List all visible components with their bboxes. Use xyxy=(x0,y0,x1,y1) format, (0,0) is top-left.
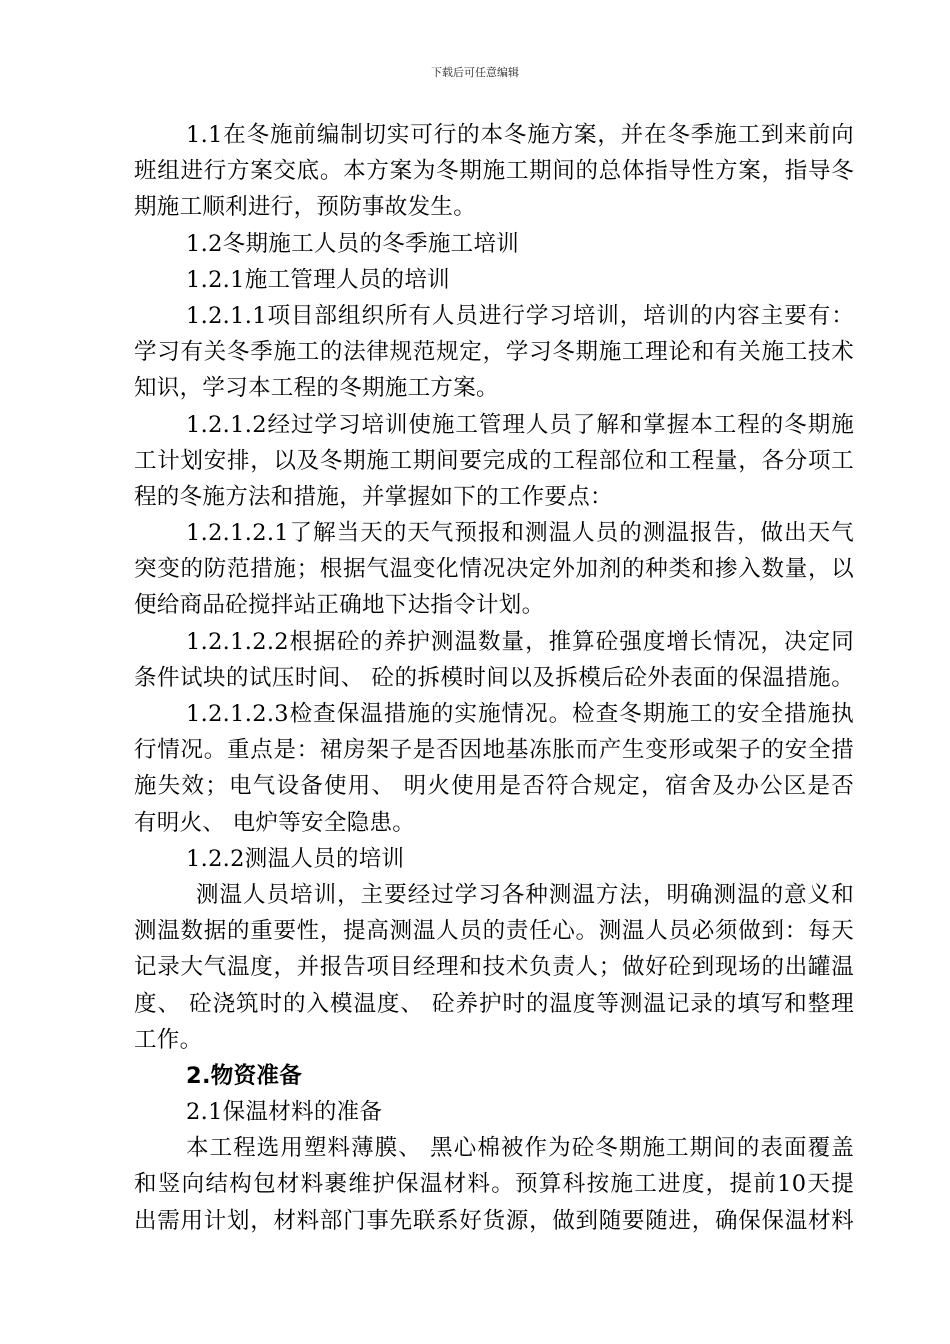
para-1-2-2-line-5: 工作。 xyxy=(134,1026,203,1053)
para-1-1-line-3: 期施工顺利进行，预防事故发生。 xyxy=(134,194,477,221)
para-1-2-1-2-1-line-3: 便给商品砼搅拌站正确地下达指令计划。 xyxy=(134,592,545,619)
para-2-1-line-1: 本工程选用塑料薄膜、 黑心棉被作为砼冬期施工期间的表面覆盖 xyxy=(186,1135,854,1162)
para-1-2-2-line-3: 记录大气温度，并报告项目经理和技术负责人；做好砼到现场的出罐温 xyxy=(134,954,854,981)
para-1-2-1-1-line-2: 学习有关冬季施工的法律规范规定，学习冬期施工理论和有关施工技术 xyxy=(134,339,854,366)
para-1-2-1-2-2-line-2: 条件试块的试压时间、 砼的拆模时间以及拆模后砼外表面的保温措施。 xyxy=(134,664,854,691)
heading-1-2: 1.2冬期施工人员的冬季施工培训 xyxy=(186,230,520,257)
page-header: 下载后可任意编辑 xyxy=(431,66,519,79)
para-2-1-line-2: 和竖向结构包材料裹维护保温材料。预算科按施工进度，提前10天提 xyxy=(134,1171,854,1198)
para-1-2-1-2-3-line-2: 行情况。重点是：裙房架子是否因地基冻胀而产生变形或架子的安全措 xyxy=(134,737,854,764)
para-1-2-1-1-line-1: 1.2.1.1项目部组织所有人员进行学习培训，培训的内容主要有： xyxy=(186,302,854,329)
para-1-1-line-2: 班组进行方案交底。本方案为冬期施工期间的总体指导性方案，指导冬 xyxy=(134,158,854,185)
para-1-2-1-2-line-3: 程的冬施方法和措施，并掌握如下的工作要点： xyxy=(134,483,613,510)
heading-2-1: 2.1保温材料的准备 xyxy=(186,1099,383,1126)
para-1-2-1-2-1-line-1: 1.2.1.2.1了解当天的天气预报和测温人员的测温报告，做出天气 xyxy=(186,520,854,547)
document-body xyxy=(134,117,854,1239)
heading-2: 2.物资准备 xyxy=(186,1062,303,1089)
para-1-2-1-2-2-line-1: 1.2.1.2.2根据砼的养护测温数量，推算砼强度增长情况，决定同 xyxy=(186,628,854,655)
para-1-2-2-line-2: 测温数据的重要性，提高测温人员的责任心。测温人员必须做到：每天 xyxy=(134,918,854,945)
para-2-1-line-3: 出需用计划，材料部门事先联系好货源，做到随要随进，确保保温材料 xyxy=(134,1207,854,1234)
para-1-2-1-2-line-2: 工计划安排，以及冬期施工期间要完成的工程部位和工程量，各分项工 xyxy=(134,447,854,474)
para-1-2-1-2-3-line-1: 1.2.1.2.3检查保温措施的实施情况。检查冬期施工的安全措施执 xyxy=(186,701,854,727)
para-1-2-1-2-line-1: 1.2.1.2经过学习培训使施工管理人员了解和掌握本工程的冬期施 xyxy=(186,411,854,438)
para-1-2-2-line-4: 度、 砼浇筑时的入模温度、 砼养护时的温度等测温记录的填写和整理 xyxy=(134,990,854,1017)
para-1-2-1-1-line-3: 知识，学习本工程的冬期施工方案。 xyxy=(134,375,499,402)
para-1-2-1-2-3-line-3: 施失效；电气设备使用、 明火使用是否符合规定，宿舍及办公区是否 xyxy=(134,773,854,800)
heading-1-2-2: 1.2.2测温人员的培训 xyxy=(186,845,405,872)
para-1-2-1-2-1-line-2: 突变的防范措施；根据气温变化情况决定外加剂的种类和掺入数量，以 xyxy=(134,556,854,583)
para-1-2-2-line-1: 测温人员培训，主要经过学习各种测温方法，明确测温的意义和 xyxy=(196,881,854,908)
heading-1-2-1: 1.2.1施工管理人员的培训 xyxy=(186,266,450,293)
para-1-2-1-2-3-line-4: 有明火、 电炉等安全隐患。 xyxy=(134,809,416,836)
para-1-1-line-1: 1.1在冬施前编制切实可行的本冬施方案，并在冬季施工到来前向 xyxy=(186,122,854,148)
